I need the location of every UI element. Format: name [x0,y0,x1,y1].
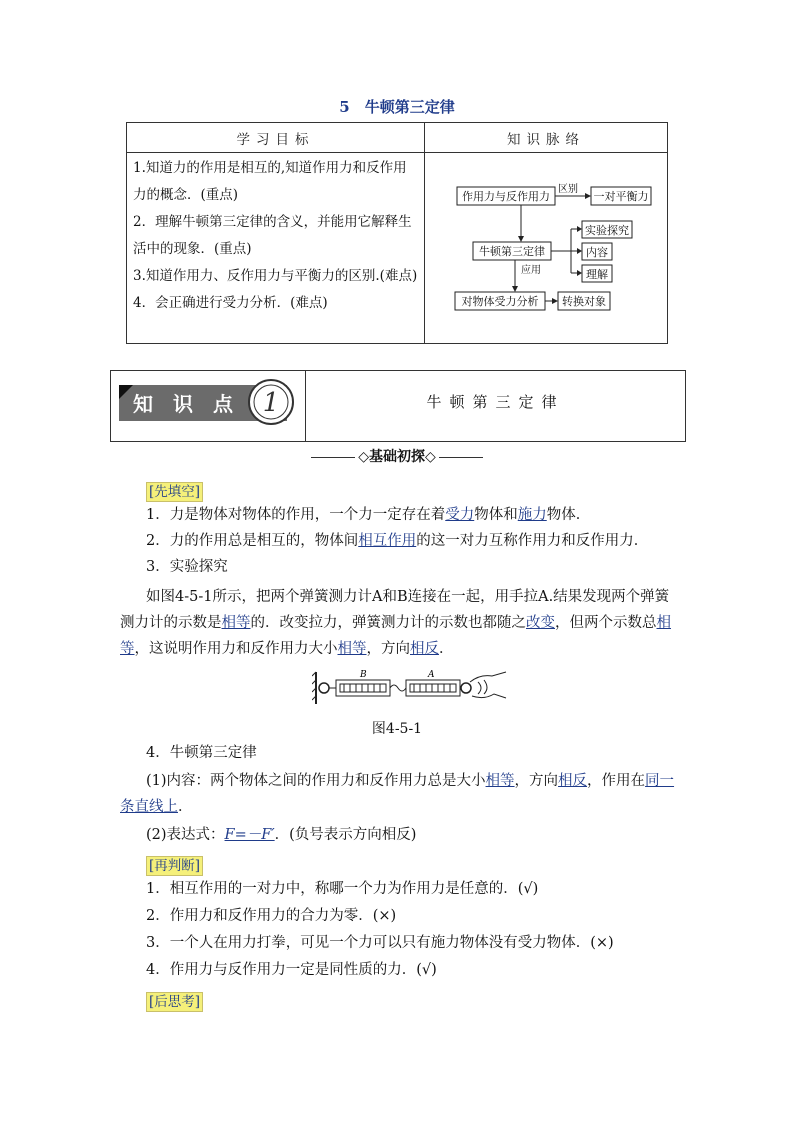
arrow-head [518,236,524,242]
knowledge-point-title: 牛顿第三定律 [426,393,565,411]
fill-item-formula: (2)表达式：F=－F′．(负号表示方向相反) [146,827,417,843]
arrow-head [512,286,518,292]
arrow-head [577,226,582,232]
goals-list [127,153,425,344]
figure-caption: 图4-5-1 [371,721,423,737]
judge-item: 3．一个人在用力打拳，可见一个力可以只有施力物体没有受力物体．(×) [146,935,614,951]
box-content-text: 内容 [586,246,608,259]
fill-item-1: 1．力是物体对物体的作用，一个力一定存在着受力物体和施力物体． [146,507,591,523]
knowledge-point-badge [111,371,306,441]
section-basic [0,446,794,466]
arrow-head [577,248,582,254]
fill-item-experiment: 如图4-5-1所示，把两个弹簧测力计A和B连接在一起，用手拉A.结果发现两个弹簧测力计的示数是相等的．改变拉力，弹簧测力计的示数也都随之改变，但两个示数总相等，这说明作用力和反作用力大小相等，方向相反． [120,589,671,657]
box-switch-text: 转换对象 [562,295,606,308]
knowledge-diagram [425,153,681,343]
box-law-text: 牛顿第三定律 [479,245,545,258]
knowledge-point-badge-graphic [111,371,305,441]
tag-judge: [再判断] [146,856,203,876]
goal-item: 1.知道力的作用是相互的,知道作用力和反作用力的概念．(重点) [133,160,407,203]
goal-item: 4．会正确进行受力分析．(难点) [133,295,328,311]
badge-text: 知 识 点 [133,392,233,416]
box-experiment-text: 实验探究 [585,224,629,237]
arrow-head [552,298,558,304]
fill-item-3: 3．实验探究 [146,559,228,575]
box-balance-text: 一对平衡力 [593,190,649,203]
fill-item-law-content: (1)内容：两个物体之间的作用力和反作用力总是大小相等，方向相反，作用在同一条直线上． [120,773,675,815]
fill-item-4: 4．牛顿第三定律 [146,745,257,761]
goal-item: 2．理解牛顿第三定律的含义，并能用它解释生活中的现象．(重点) [133,214,412,257]
page-title: 5 牛顿第三定律 [339,98,455,116]
judge-item: 1．相互作用的一对力中，称哪一个力为作用力是任意的．(√) [146,881,539,897]
section-basic-text: ◇基础初探◇ [358,449,436,465]
box-action-text: 作用力与反作用力 [462,190,550,203]
judge-item: 2．作用力和反作用力的合力为零．(×) [146,908,397,924]
arrow-head [585,193,591,199]
goal-item: 3.知道作用力、反作用力与平衡力的区别.(难点) [133,268,418,284]
judge-item: 4．作用力与反作用力一定是同性质的力．(√) [146,962,437,978]
knowledge-diagram-cell [425,153,668,344]
scale-b-label: B [360,670,367,680]
tag-fill: [先填空] [146,482,203,502]
arrow-head [577,270,582,276]
badge-number: 1 [262,388,280,418]
label-diff: 区别 [558,184,578,195]
knowledge-point-box [110,370,686,442]
box-analysis-text: 对物体受力分析 [461,295,539,308]
box-understand-text: 理解 [586,268,608,281]
fill-item-2: 2．力的作用总是相互的，物体间相互作用的这一对力互称作用力和反作用力． [146,533,649,549]
goals-header: 学习目标 [127,123,425,153]
scale-a-label: A [428,670,435,680]
context-header: 知识脉络 [425,123,668,153]
tag-think: [后思考] [146,992,203,1012]
label-apply-1: 应用 [521,265,541,276]
spring-scale-figure [312,668,512,708]
goals-table [126,122,668,344]
